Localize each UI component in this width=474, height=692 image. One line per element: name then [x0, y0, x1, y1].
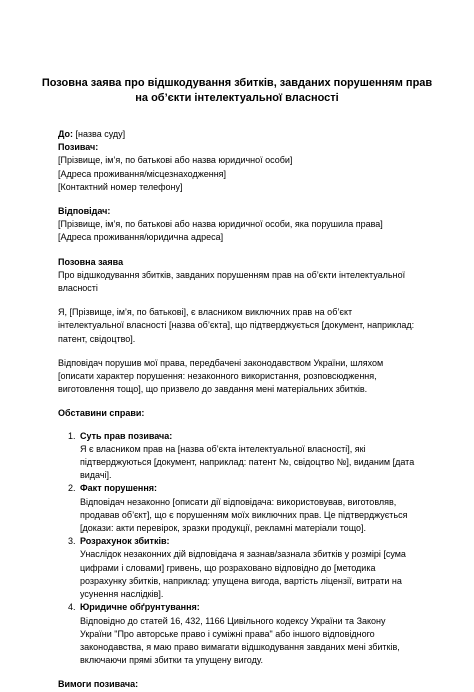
item-heading: Суть прав позивача:: [80, 430, 173, 441]
item-text: Унаслідок незаконних дій відповідача я зазнав/зазнала збитків у розмірі [сума цифрами і словами] гривень, що розраховано відповідно до [методика розрахунку збитків, наприклад: упущена вигода, вартість ліцензії, витрати на усунення наслідків].: [80, 549, 406, 600]
item-text: Відповідно до статей 16, 432, 1166 Цивільного кодексу України та Закону України "Про авторське право і суміжні права" або іншого відповідного законодавства, я маю право вимагати відшкодування завданих мені збитків, включаючи прямі збитки та упущену вигоду.: [80, 615, 400, 666]
list-item: [58, 601, 418, 667]
circumstances-list: [58, 430, 418, 668]
plaintiff-name: [Прізвище, ім’я, по батькові або назва юридичної особи]: [58, 155, 293, 166]
plaintiff-address: [Адреса проживання/місцезнаходження]: [58, 168, 227, 179]
item-text: Я є власником прав на [назва об’єкта інтелектуальної власності], які підтверджуються [документ, наприклад: патент №, свідоцтво №], виданим [дата видачі].: [80, 443, 415, 481]
paragraph-ownership: Я, [Прізвище, ім’я, по батькові], є власником виключних прав на об’єкт інтелектуальної власності [назва об’єкта], що підтверджується [документ, наприклад: патент, свідоцтво].: [58, 307, 415, 344]
item-number: 2.: [68, 483, 76, 494]
demands-heading: Вимоги позивача:: [58, 679, 139, 690]
item-number: 1.: [68, 430, 76, 441]
list-item: [58, 482, 418, 535]
item-text: Відповідач незаконно [описати дії відповідача: використовував, виготовляв, продавав об’єкт], що є порушенням моїх виключних прав. Це підтверджується [докази: акти перевірок, зразки продукції, рекламні матеріали тощо].: [80, 496, 408, 534]
defendant-address: [Адреса проживання/юридична адреса]: [58, 232, 224, 243]
item-heading: Юридичне обґрунтування:: [80, 602, 200, 613]
list-item: [58, 535, 418, 601]
circumstances-heading: Обставини справи:: [58, 408, 145, 419]
court-value: [назва суду]: [73, 129, 126, 139]
plaintiff-phone: [Контактний номер телефону]: [58, 181, 183, 192]
paragraph-violation: Відповідач порушив мої права, передбачені законодавством України, шляхом [описати характер порушення: незаконного використання, розповсюдження, виготовлення тощо], що призвело до завдання мені матеріальних збитків.: [58, 357, 384, 395]
court-label: До:: [58, 129, 74, 139]
list-item: [58, 430, 418, 483]
claim-heading: Позовна заява: [58, 256, 124, 267]
item-number: 4.: [68, 602, 76, 613]
court-line: [58, 128, 418, 141]
item-number: 3.: [68, 536, 76, 547]
item-heading: Розрахунок збитків:: [80, 536, 170, 547]
claim-subject: Про відшкодування збитків, завданих порушенням прав на об’єкти інтелектуальної власності: [58, 269, 406, 294]
item-heading: Факт порушення:: [80, 483, 158, 494]
defendant-name: [Прізвище, ім’я, по батькові або назва юридичної особи, яка порушила права]: [58, 219, 383, 230]
plaintiff-label: Позивач:: [58, 142, 99, 153]
document-title: Позовна заява про відшкодування збитків, завданих порушенням прав на об’єкти інтелектуальної власності: [41, 77, 433, 104]
document-body: [58, 128, 418, 692]
defendant-label: Відповідач:: [58, 206, 111, 217]
